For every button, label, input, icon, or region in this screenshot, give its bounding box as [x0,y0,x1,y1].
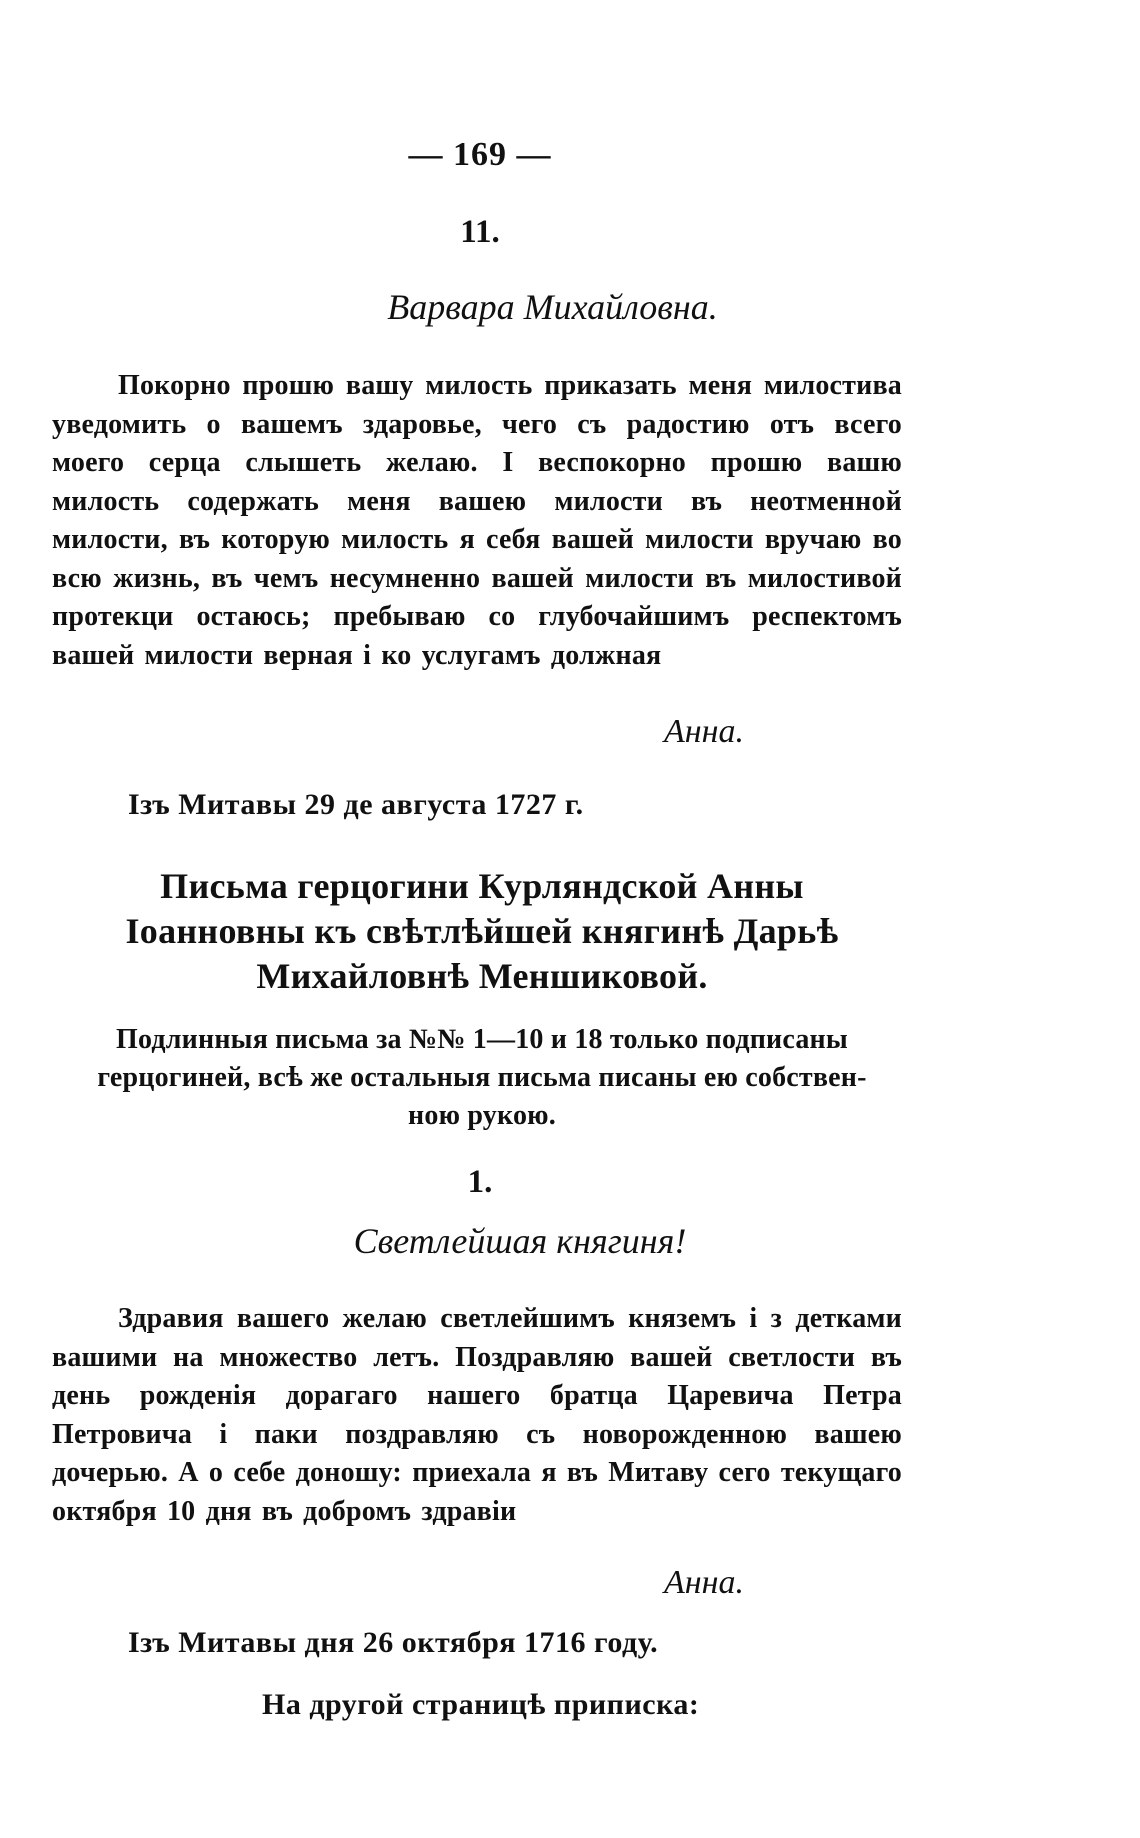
section-heading-line: Михайловнѣ Меншиковой. [256,956,708,996]
letter-number: 1. [467,1164,493,1200]
editorial-note-line: ною рукою. [408,1100,556,1131]
page-number: — 169 — [408,136,552,173]
salutation: Варвара Михайловна. [387,287,718,327]
dateline: Iзъ Митавы дня 26 октября 1716 году. [128,1626,659,1659]
dateline: Iзъ Митавы 29 де августа 1727 г. [128,788,584,821]
section-heading [52,864,912,999]
salutation: Светлейшая княгиня! [353,1221,687,1261]
section-heading-line: Iоанновны къ свѣтлѣйшей княгинѣ Дарьѣ [125,911,839,951]
letter-body: Покорно прошю вашу милость приказать меня милостива уведомить о вашемъ здаровье, чего съ радостию отъ всего моего серца слышеть желаю. I веспокорно прошю вашю милость содержать меня вашею милости въ неотменной милости, въ которую милость я себя вашей милости вручаю во всю жизнь, въ чемъ несумненно вашей милости въ милостивой протекци остаюсь; пребываю со глубочайшимъ респектомъ вашей милости верная i ко услугамъ должная [52,370,902,671]
section-heading-line: Письма герцогини Курляндской Анны [160,866,804,906]
signature: Анна. [663,1564,744,1601]
postscript-intro: На другой страницѣ приписка: [262,1688,700,1721]
editorial-note [52,1021,912,1135]
editorial-note-line: Подлинныя письма за №№ 1—10 и 18 только подписаны [116,1024,848,1055]
letter-body: Здравия вашего желаю светлейшимъ княземъ i з детками вашими на множество летъ. Поздравляю вашей светлости въ день рожденiя дорагаго нашего братца Царевича Петра Петровича i паки поздравляю съ новорожденною вашею дочерью. А о себе доношу: приехала я въ Митаву сего текущаго октября 10 дня въ добромъ здравiи [52,1303,902,1527]
editorial-note-line: герцогиней, всѣ же остальныя письма писаны ею собствен- [97,1062,867,1093]
signature: Анна. [663,713,744,750]
letter-number: 11. [460,214,500,250]
